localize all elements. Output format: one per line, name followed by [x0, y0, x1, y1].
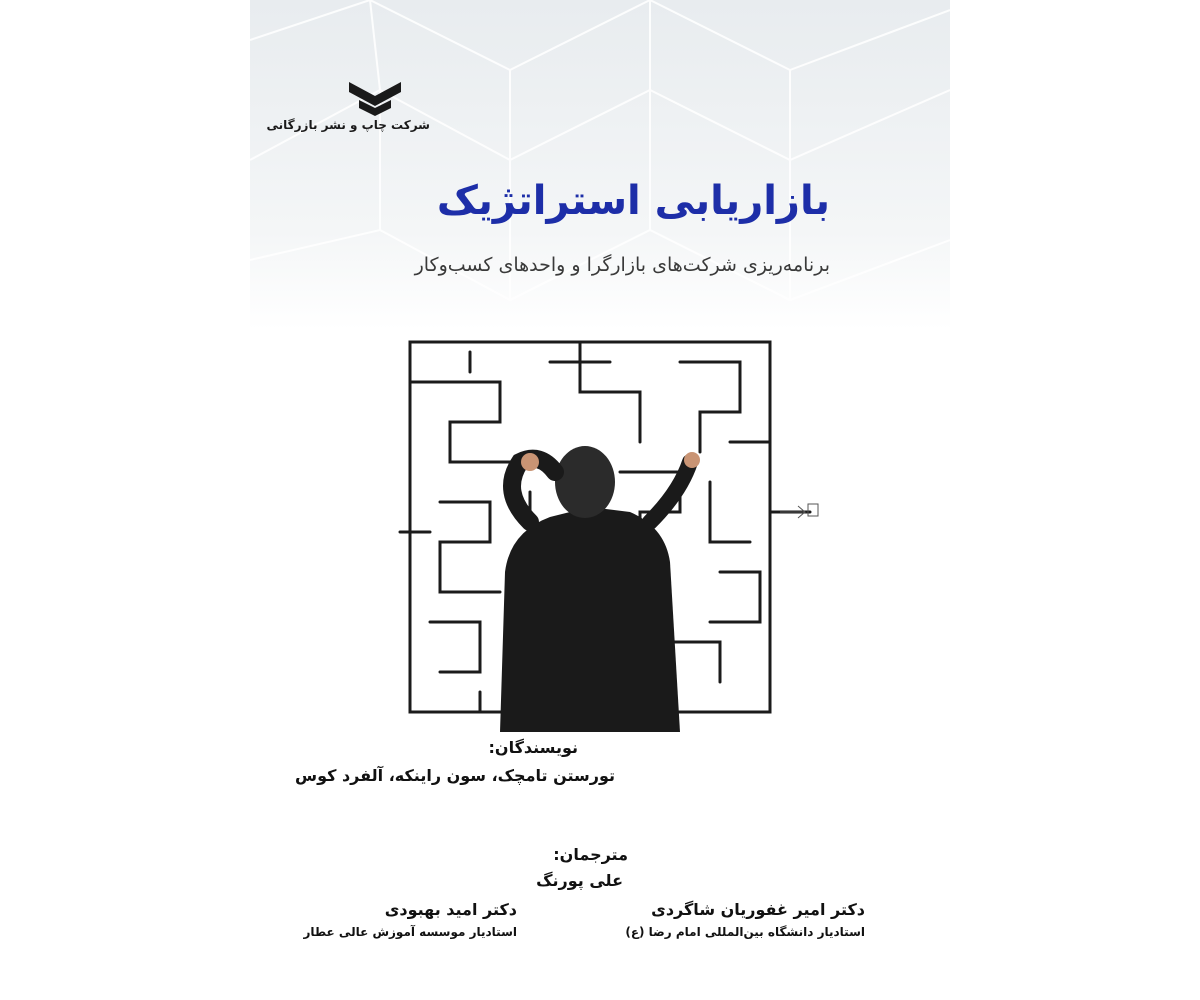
translator-name: دکتر امیر غفوریان شاگردی — [651, 900, 865, 919]
translator-affiliation: استادیار دانشگاه بین‌المللی امام رضا (ع) — [625, 925, 865, 939]
book-cover — [250, 0, 950, 1000]
geometric-background-pattern — [250, 0, 950, 330]
publisher-logo — [266, 78, 430, 132]
book-title: بازاریابی استراتژیک — [436, 178, 830, 224]
publisher-name: شرکت چاپ و نشر بازرگانی — [266, 118, 430, 132]
translators-label: مترجمان: — [553, 845, 628, 864]
businessman-facing-maze-illustration — [380, 322, 820, 732]
cover-header-band — [250, 0, 950, 330]
translator-name: دکتر امید بهبودی — [384, 900, 517, 919]
book-subtitle: برنامه‌ریزی شرکت‌های بازارگرا و واحدهای کسب‌وکار — [414, 254, 830, 276]
authors-names: تورستن تامچک، سون راینکه، آلفرد کوس — [294, 766, 615, 785]
translator-affiliation: استادیار موسسه آموزش عالی عطار — [303, 925, 517, 939]
translator-name: علی پورنگ — [536, 871, 623, 890]
authors-label: نویسندگان: — [488, 738, 578, 757]
publisher-chevron-logo-icon — [345, 78, 405, 116]
businessman-silhouette — [500, 446, 700, 732]
